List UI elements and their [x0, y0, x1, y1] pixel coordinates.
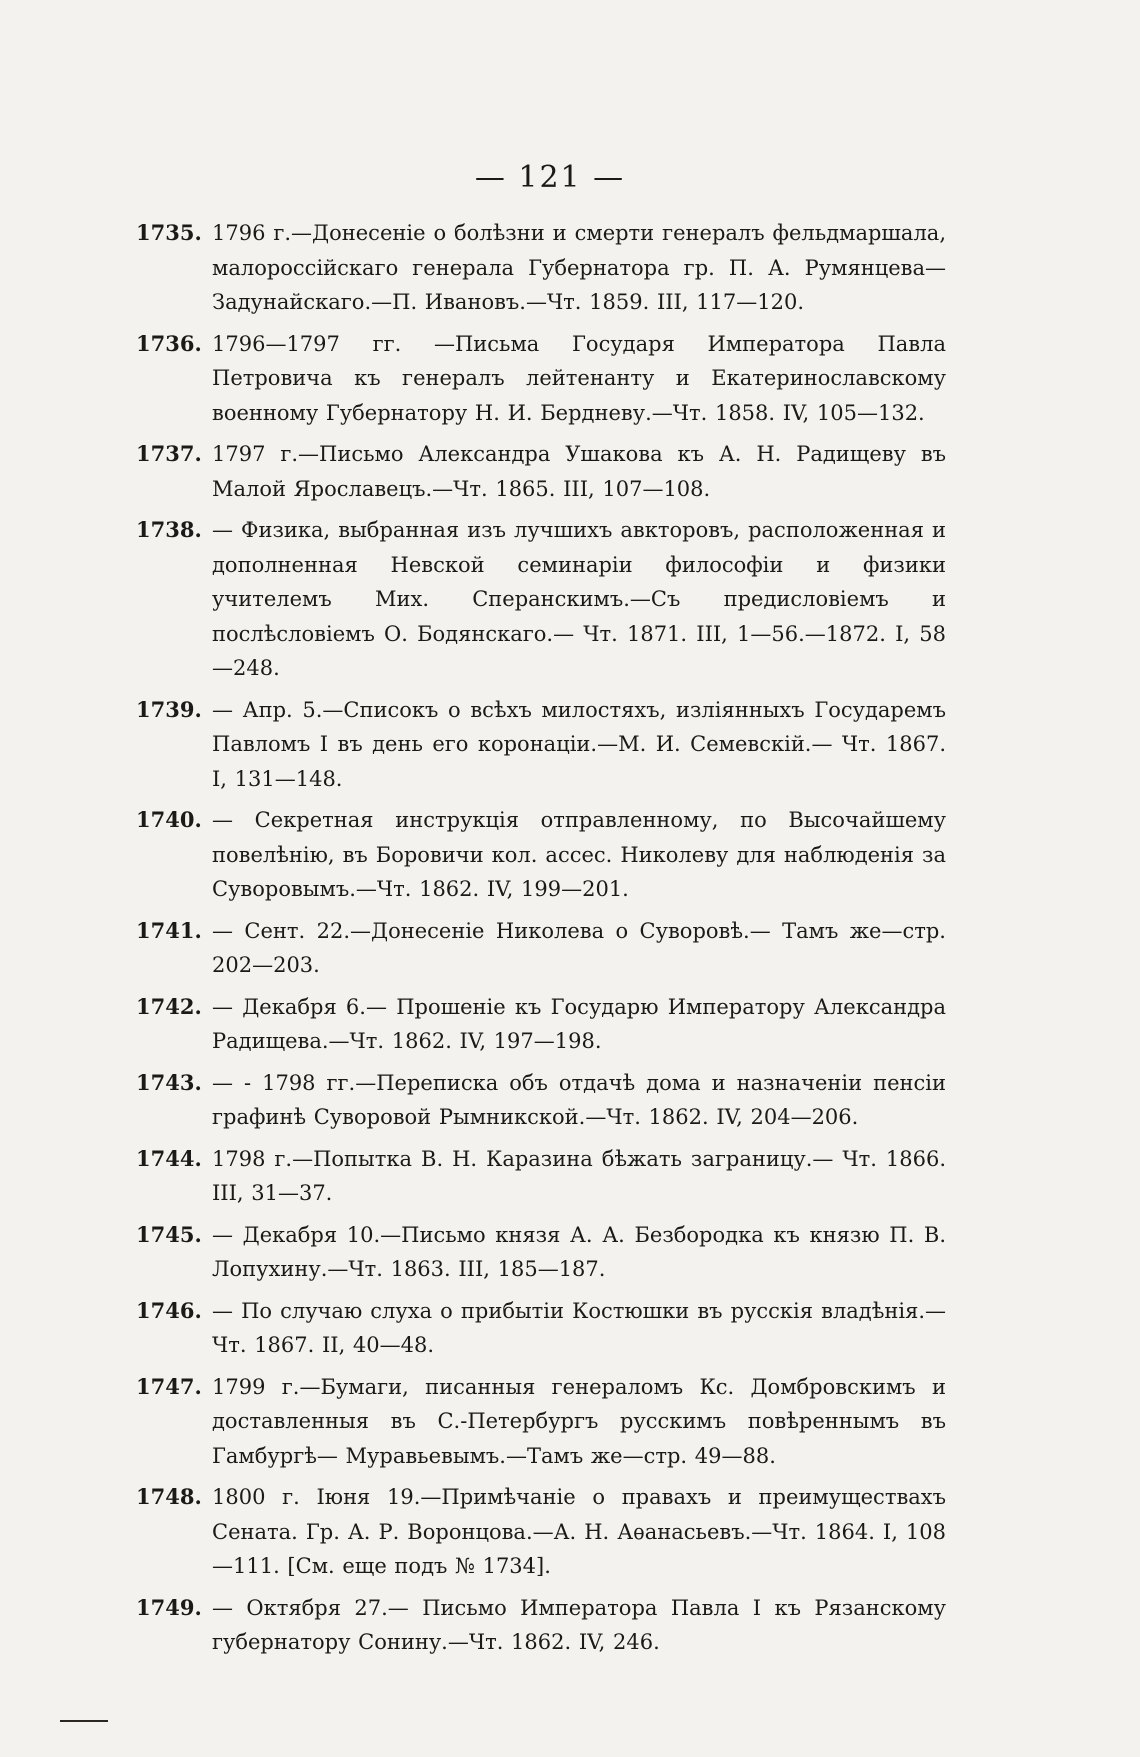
entry-number: 1749. — [136, 1594, 202, 1620]
entry-number: 1735. — [136, 220, 202, 245]
entry-1741 — [136, 914, 946, 983]
entry-1744 — [136, 1142, 946, 1211]
entry-1746 — [136, 1294, 946, 1363]
entry-number: 1736. — [136, 330, 202, 356]
entry-text: 1800 г. Іюня 19.—Примѣчаніе о правахъ и преимуществахъ Сената. Гр. А. Р. Воронцова.—А. Н. Аѳанасьевъ.—Чт. 1864. I, 108—111. [См. еще подъ № 1734]. — [212, 1485, 946, 1578]
entry-text: — Октября 27.— Письмо Императора Павла I къ Рязанскому губернатору Сонину.—Чт. 1862. IV, 246. — [212, 1595, 946, 1654]
entry-text: — - 1798 гг.—Переписка объ отдачѣ дома и назначеніи пенсіи графинѣ Суворовой Рымникской.—Чт. 1862. IV, 204—206. — [212, 1070, 946, 1129]
entry-text: — Декабря 6.— Прошеніе къ Государю Императору Александра Радищева.—Чт. 1862. IV, 197—198. — [212, 994, 946, 1053]
entry-text: 1799 г.—Бумаги, писанныя генераломъ Кс. Домбровскимъ и доставленныя въ С.-Петербургъ русскимъ повѣреннымъ въ Гамбургѣ— Муравьевымъ.—Тамъ же—стр. 49—88. — [212, 1374, 946, 1468]
entry-1747 — [136, 1370, 946, 1474]
entry-number: 1745. — [136, 1221, 202, 1247]
entry-text: 1797 г.—Письмо Александра Ушакова къ А. Н. Радищеву въ Малой Ярославецъ.—Чт. 1865. III, 107—108. — [212, 442, 946, 501]
entry-text: — По случаю слуха о прибытіи Костюшки въ русскія владѣнія.— Чт. 1867. II, 40—48. — [212, 1298, 946, 1357]
entry-1736 — [136, 327, 946, 431]
entry-number: 1744. — [136, 1145, 202, 1171]
entry-text: 1796—1797 гг. —Письма Государя Императора Павла Петровича къ генералъ лейтенанту и Екатеринославскому военному Губернатору Н. И. Бердневу.—Чт. 1858. IV, 105—132. — [212, 331, 946, 425]
entry-number: 1747. — [136, 1373, 202, 1399]
entry-text: — Секретная инструкція отправленному, по Высочайшему повелѣнію, въ Боровичи кол. ассес. Николеву для наблюденія за Суворовымъ.—Чт. 1862. IV, 199—201. — [212, 808, 946, 901]
entry-text: — Физика, выбранная изъ лучшихъ авкторовъ, расположенная и дополненная Невской семинаріи философіи и физики учителемъ Мих. Сперанскимъ.—Съ предисловіемъ и послѣсловіемъ О. Бодянскаго.— Чт. 1871. III, 1—56.—1872. I, 58—248. — [212, 518, 946, 680]
bibliography-entries — [136, 216, 946, 1667]
entry-1739 — [136, 693, 946, 797]
entry-1748 — [136, 1480, 946, 1584]
entry-1737 — [136, 437, 946, 506]
entry-text: — Апр. 5.—Списокъ о всѣхъ милостяхъ, изліянныхъ Государемъ Павломъ I въ день его коронаціи.—М. И. Семевскій.— Чт. 1867. I, 131—148. — [212, 697, 946, 791]
entry-number: 1743. — [136, 1069, 202, 1095]
entry-1749 — [136, 1591, 946, 1660]
entry-text: 1796 г.—Донесеніе о болѣзни и смерти генералъ фельдмаршала, малороссійскаго генерала Губернатора гр. П. А. Румянцева—Задунайскаго.—П. Ивановъ.—Чт. 1859. III, 117—120. — [212, 221, 946, 314]
entry-1740 — [136, 803, 946, 907]
entry-number: 1741. — [136, 917, 202, 943]
entry-1742 — [136, 990, 946, 1059]
footer-rule — [60, 1720, 108, 1722]
entry-1743 — [136, 1066, 946, 1135]
entry-1738 — [136, 513, 946, 686]
entry-text: 1798 г.—Попытка В. Н. Каразина бѣжать заграницу.— Чт. 1866. III, 31—37. — [212, 1146, 946, 1205]
entry-number: 1742. — [136, 993, 202, 1019]
entry-number: 1737. — [136, 441, 202, 466]
page-number: — 121 — — [474, 160, 626, 195]
entry-number: 1739. — [136, 696, 202, 722]
entry-1745 — [136, 1218, 946, 1287]
entry-number: 1740. — [136, 807, 202, 832]
entry-text: — Декабря 10.—Письмо князя А. А. Безбородка къ князю П. В. Лопухину.—Чт. 1863. III, 185—187. — [212, 1222, 946, 1281]
entry-number: 1748. — [136, 1484, 202, 1509]
entry-number: 1738. — [136, 517, 202, 542]
entry-1735 — [136, 216, 946, 320]
entry-text: — Сент. 22.—Донесеніе Николева о Суворовѣ.— Тамъ же—стр. 202—203. — [212, 918, 946, 977]
entry-number: 1746. — [136, 1297, 202, 1323]
